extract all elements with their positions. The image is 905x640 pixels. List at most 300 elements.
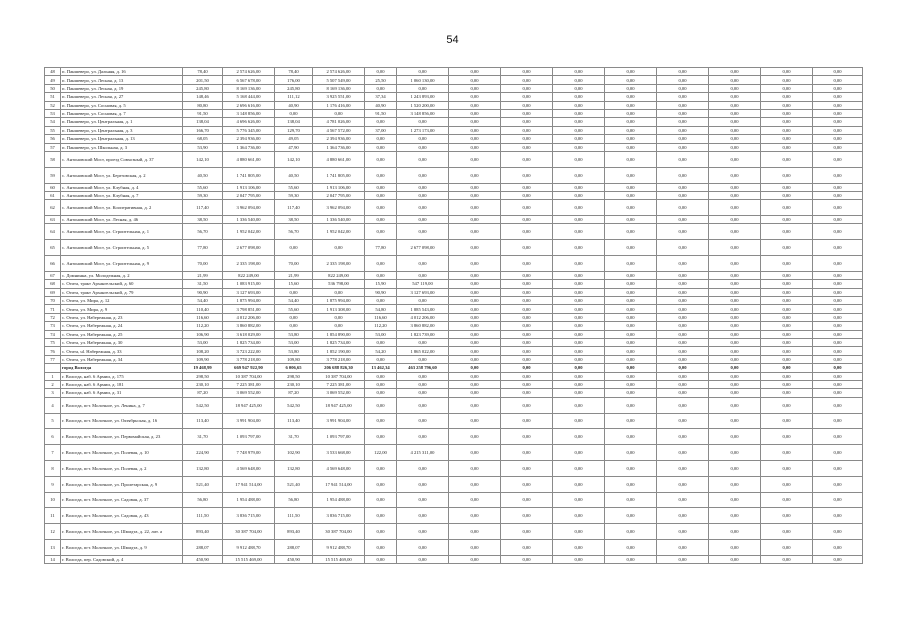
- table-row: [45, 338, 863, 346]
- value-cell: 0,00: [605, 508, 657, 524]
- table-row: [45, 397, 863, 413]
- address-cell: г. Вологда, пгт. Молочное, ул. Ленина, д. 7: [61, 397, 183, 413]
- value-cell: 1 854 890,00: [313, 330, 365, 338]
- value-cell: 0,00: [449, 445, 501, 461]
- value-cell: 0,00: [365, 297, 397, 305]
- value-cell: 176,00: [275, 76, 313, 84]
- value-cell: 0,00: [501, 508, 553, 524]
- value-cell: 0,00: [365, 118, 397, 126]
- address-cell: г. Вологда, пгт. Молочное, ул. Шмидта, д. 22, лит. а: [61, 524, 183, 540]
- value-cell: 536 798,00: [313, 280, 365, 288]
- value-cell: 0,00: [365, 380, 397, 388]
- value-cell: 0,00: [761, 200, 813, 216]
- value-cell: 0,00: [761, 380, 813, 388]
- value-cell: 0,00: [709, 280, 761, 288]
- value-cell: 0,00: [605, 539, 657, 555]
- table-row: [45, 101, 863, 109]
- address-cell: город Вологда: [61, 364, 183, 372]
- value-cell: 0,00: [397, 256, 449, 272]
- value-cell: 0,00: [605, 460, 657, 476]
- value-cell: 0,00: [813, 93, 863, 101]
- row-number-cell: 50: [45, 84, 61, 92]
- address-cell: с. Огита, тракт Архангельский, д. 79: [61, 288, 183, 296]
- value-cell: 17 941 514,00: [223, 476, 275, 492]
- address-cell: с. Домнинна, ул. Молодежная, д. 2: [61, 271, 183, 279]
- row-number-cell: 51: [45, 93, 61, 101]
- value-cell: 0,00: [553, 191, 605, 199]
- row-number-cell: [45, 364, 61, 372]
- value-cell: 0,00: [709, 524, 761, 540]
- value-cell: 0,00: [449, 476, 501, 492]
- value-cell: 0,00: [709, 84, 761, 92]
- value-cell: 30 387 704,00: [223, 524, 275, 540]
- value-cell: 0,00: [657, 135, 709, 143]
- value-cell: 0,00: [553, 200, 605, 216]
- value-cell: 0,00: [657, 524, 709, 540]
- table-row: [45, 508, 863, 524]
- value-cell: 0,00: [365, 271, 397, 279]
- value-cell: 78,40: [183, 68, 223, 76]
- address-cell: п. Паншеверо, ул. Сосновая, д. 7: [61, 109, 183, 117]
- value-cell: 3 991 904,00: [313, 413, 365, 429]
- value-cell: 106,90: [183, 330, 223, 338]
- value-cell: 0,00: [657, 429, 709, 445]
- value-cell: 0,00: [761, 297, 813, 305]
- table-row: [45, 555, 863, 563]
- row-number-cell: 13: [45, 539, 61, 555]
- value-cell: 40,90: [365, 101, 397, 109]
- value-cell: 87,20: [275, 389, 313, 397]
- value-cell: 0,00: [553, 338, 605, 346]
- value-cell: 56,70: [183, 224, 223, 240]
- table-row: [45, 109, 863, 117]
- value-cell: 0,00: [761, 126, 813, 134]
- value-cell: 2 047 795,00: [313, 191, 365, 199]
- value-cell: 0,00: [449, 397, 501, 413]
- value-cell: 0,00: [501, 372, 553, 380]
- value-cell: 10 387 704,00: [223, 372, 275, 380]
- value-cell: 0,00: [761, 143, 813, 151]
- value-cell: 822 249,00: [223, 271, 275, 279]
- value-cell: 0,00: [761, 413, 813, 429]
- value-cell: 0,00: [365, 389, 397, 397]
- value-cell: 0,00: [449, 84, 501, 92]
- row-number-cell: 11: [45, 508, 61, 524]
- value-cell: 77,80: [365, 240, 397, 256]
- value-cell: 0,00: [553, 167, 605, 183]
- value-cell: 0,00: [709, 429, 761, 445]
- value-cell: 0,00: [709, 555, 761, 563]
- table-row: [45, 355, 863, 363]
- value-cell: 298,50: [275, 372, 313, 380]
- value-cell: 1 176 416,00: [313, 101, 365, 109]
- address-cell: г. Вологда, пгт. Молочное, ул. Пролетарская, д. 9: [61, 476, 183, 492]
- value-cell: 0,00: [761, 508, 813, 524]
- value-cell: 0,00: [449, 492, 501, 508]
- value-cell: 0,00: [761, 101, 813, 109]
- value-cell: 3 127 693,00: [223, 288, 275, 296]
- row-number-cell: 64: [45, 224, 61, 240]
- value-cell: 1 243 893,00: [397, 93, 449, 101]
- value-cell: 0,00: [605, 555, 657, 563]
- value-cell: 0,00: [709, 539, 761, 555]
- address-cell: с. Огита, ул. Мира, д. 12: [61, 297, 183, 305]
- value-cell: 0,00: [449, 191, 501, 199]
- value-cell: 0,00: [657, 476, 709, 492]
- address-cell: п. Паншеверо, ул. Дальняя, д. 16: [61, 68, 183, 76]
- value-cell: 13 462,34: [365, 364, 397, 372]
- value-cell: 0,00: [449, 524, 501, 540]
- value-cell: 0,00: [365, 429, 397, 445]
- value-cell: 87,20: [183, 389, 223, 397]
- value-cell: 55,60: [183, 183, 223, 191]
- value-cell: 0,00: [605, 109, 657, 117]
- value-cell: 0,00: [605, 68, 657, 76]
- value-cell: 0,00: [449, 126, 501, 134]
- value-cell: 4 012 206,00: [397, 313, 449, 321]
- value-cell: 0,00: [761, 445, 813, 461]
- address-cell: с. Антоновский Мост, проезд Совхозный, д. 37: [61, 151, 183, 167]
- value-cell: 0,00: [709, 135, 761, 143]
- row-number-cell: 68: [45, 280, 61, 288]
- value-cell: 0,00: [709, 126, 761, 134]
- value-cell: 0,00: [397, 380, 449, 388]
- value-cell: 0,00: [501, 476, 553, 492]
- value-cell: 0,00: [813, 183, 863, 191]
- value-cell: 0,00: [397, 555, 449, 563]
- value-cell: 108,20: [183, 347, 223, 355]
- value-cell: 5 776 345,00: [223, 126, 275, 134]
- address-cell: с. Огита, ул. Набережная, д. 23: [61, 313, 183, 321]
- value-cell: 0,00: [709, 167, 761, 183]
- value-cell: 0,00: [813, 68, 863, 76]
- value-cell: 0,00: [657, 355, 709, 363]
- value-cell: 0,00: [761, 256, 813, 272]
- value-cell: 15,90: [365, 280, 397, 288]
- value-cell: 18 947 425,00: [313, 397, 365, 413]
- value-cell: 0,00: [813, 126, 863, 134]
- value-cell: 0,00: [657, 380, 709, 388]
- value-cell: 0,00: [761, 338, 813, 346]
- value-cell: 1 865 022,00: [397, 347, 449, 355]
- value-cell: 0,00: [605, 101, 657, 109]
- value-cell: 1 913 308,00: [313, 305, 365, 313]
- value-cell: 3 618 029,00: [223, 330, 275, 338]
- row-number-cell: 66: [45, 256, 61, 272]
- value-cell: 0,00: [365, 216, 397, 224]
- value-cell: 54,80: [365, 305, 397, 313]
- value-cell: 0,00: [605, 372, 657, 380]
- value-cell: 0,00: [709, 347, 761, 355]
- value-cell: 0,00: [397, 200, 449, 216]
- value-cell: 0,00: [761, 313, 813, 321]
- value-cell: 0,00: [761, 460, 813, 476]
- value-cell: 0,00: [657, 200, 709, 216]
- value-cell: 0,00: [605, 84, 657, 92]
- table-row: [45, 322, 863, 330]
- value-cell: 0,00: [709, 364, 761, 372]
- value-cell: 0,00: [553, 109, 605, 117]
- value-cell: 4 880 661,00: [223, 151, 275, 167]
- table-row: [45, 297, 863, 305]
- value-cell: 2 047 795,00: [223, 191, 275, 199]
- value-cell: 0,00: [501, 143, 553, 151]
- value-cell: 0,00: [365, 355, 397, 363]
- value-cell: 0,00: [449, 338, 501, 346]
- value-cell: 0,00: [449, 151, 501, 167]
- table-row: [45, 460, 863, 476]
- value-cell: 0,00: [709, 101, 761, 109]
- table-row: [45, 200, 863, 216]
- value-cell: 59,30: [183, 191, 223, 199]
- row-number-cell: 77: [45, 355, 61, 363]
- value-cell: 1 825 734,00: [313, 338, 365, 346]
- value-cell: 0,00: [501, 413, 553, 429]
- value-cell: 0,00: [813, 271, 863, 279]
- value-cell: 0,00: [449, 224, 501, 240]
- value-cell: 1 093 797,00: [223, 429, 275, 445]
- address-cell: г. Вологда, пгт. Молочное, ул. Полевая, д. 10: [61, 445, 183, 461]
- value-cell: 0,00: [657, 508, 709, 524]
- row-number-cell: 70: [45, 297, 61, 305]
- address-cell: г. Вологда, наб. 6 Армии, д. 175: [61, 372, 183, 380]
- address-cell: г. Вологда, пгт. Молочное, ул. Полевая, д. 2: [61, 460, 183, 476]
- value-cell: 0,00: [813, 524, 863, 540]
- value-cell: 1 913 106,00: [223, 183, 275, 191]
- value-cell: 0,00: [449, 364, 501, 372]
- value-cell: 521,40: [275, 476, 313, 492]
- value-cell: 6 567 678,00: [223, 76, 275, 84]
- value-cell: 110,40: [183, 305, 223, 313]
- value-cell: 0,00: [605, 380, 657, 388]
- value-cell: 0,00: [709, 109, 761, 117]
- value-cell: 0,00: [657, 93, 709, 101]
- value-cell: 0,00: [605, 338, 657, 346]
- value-cell: 0,00: [501, 380, 553, 388]
- value-cell: 0,00: [553, 271, 605, 279]
- value-cell: 0,00: [449, 109, 501, 117]
- table-row: [45, 305, 863, 313]
- value-cell: 0,00: [813, 167, 863, 183]
- value-cell: 0,00: [501, 429, 553, 445]
- value-cell: 0,00: [813, 508, 863, 524]
- value-cell: 547 119,00: [397, 280, 449, 288]
- value-cell: 0,00: [813, 135, 863, 143]
- value-cell: 0,00: [709, 151, 761, 167]
- address-cell: с. Огита, ул. Мира, д. 9: [61, 305, 183, 313]
- value-cell: 0,00: [365, 338, 397, 346]
- value-cell: 7 225 381,00: [313, 380, 365, 388]
- value-cell: 0,00: [501, 460, 553, 476]
- value-cell: 2 677 098,00: [223, 240, 275, 256]
- value-cell: 19 468,99: [183, 364, 223, 372]
- value-cell: 0,00: [397, 224, 449, 240]
- value-cell: 0,00: [761, 76, 813, 84]
- value-cell: 116,60: [183, 313, 223, 321]
- address-cell: с. Огита, ул. Набережная, д. 24: [61, 322, 183, 330]
- value-cell: 0,00: [709, 322, 761, 330]
- value-cell: 0,00: [657, 68, 709, 76]
- value-cell: 2 574 626,00: [223, 68, 275, 76]
- value-cell: 5 507 549,00: [313, 76, 365, 84]
- value-cell: 166,70: [183, 126, 223, 134]
- value-cell: 3 778 218,00: [313, 355, 365, 363]
- value-cell: 0,00: [761, 167, 813, 183]
- value-cell: 0,00: [709, 380, 761, 388]
- value-cell: 0,00: [553, 84, 605, 92]
- row-number-cell: 76: [45, 347, 61, 355]
- value-cell: 0,00: [275, 240, 313, 256]
- value-cell: 0,00: [709, 216, 761, 224]
- value-cell: 0,00: [501, 109, 553, 117]
- value-cell: 0,00: [813, 476, 863, 492]
- value-cell: 201,50: [183, 76, 223, 84]
- value-cell: 0,00: [605, 524, 657, 540]
- table-row: [45, 380, 863, 388]
- value-cell: 0,00: [657, 191, 709, 199]
- value-cell: 0,00: [553, 476, 605, 492]
- value-cell: 0,00: [553, 297, 605, 305]
- value-cell: 8 169 136,00: [313, 84, 365, 92]
- address-cell: г. Вологда, пгт. Молочное, ул. Садовая, д. 37: [61, 492, 183, 508]
- value-cell: 1 336 540,00: [313, 216, 365, 224]
- value-cell: 0,00: [449, 389, 501, 397]
- value-cell: 0,00: [365, 476, 397, 492]
- value-cell: 31,70: [183, 429, 223, 445]
- value-cell: 0,00: [553, 151, 605, 167]
- value-cell: 0,00: [605, 476, 657, 492]
- value-cell: 0,00: [365, 84, 397, 92]
- value-cell: 0,00: [397, 524, 449, 540]
- value-cell: 0,00: [313, 240, 365, 256]
- row-number-cell: 5: [45, 413, 61, 429]
- value-cell: 0,00: [813, 429, 863, 445]
- value-cell: 5 168 444,00: [223, 93, 275, 101]
- value-cell: 4 781 026,00: [313, 118, 365, 126]
- value-cell: 0,00: [605, 389, 657, 397]
- value-cell: 0,00: [657, 445, 709, 461]
- value-cell: 0,00: [501, 84, 553, 92]
- table-row: [45, 313, 863, 321]
- value-cell: 3 533 668,00: [313, 445, 365, 461]
- value-cell: 224,90: [183, 445, 223, 461]
- row-number-cell: 7: [45, 445, 61, 461]
- row-number-cell: 58: [45, 151, 61, 167]
- value-cell: 0,00: [709, 305, 761, 313]
- value-cell: 1 952 042,00: [223, 224, 275, 240]
- value-cell: 6 006,65: [275, 364, 313, 372]
- value-cell: 521,40: [183, 476, 223, 492]
- value-cell: 0,00: [709, 389, 761, 397]
- value-cell: 3 798 851,00: [223, 305, 275, 313]
- table-row: [45, 68, 863, 76]
- table-row: [45, 93, 863, 101]
- value-cell: 0,00: [657, 151, 709, 167]
- value-cell: 0,00: [605, 256, 657, 272]
- value-cell: 0,00: [501, 167, 553, 183]
- value-cell: 0,00: [501, 101, 553, 109]
- value-cell: 1 520 200,00: [397, 101, 449, 109]
- value-cell: 0,00: [553, 397, 605, 413]
- value-cell: 0,00: [605, 167, 657, 183]
- value-cell: 0,00: [709, 240, 761, 256]
- value-cell: 0,00: [657, 389, 709, 397]
- value-cell: 542,50: [183, 397, 223, 413]
- value-cell: 893,40: [275, 524, 313, 540]
- value-cell: 1 273 173,00: [397, 126, 449, 134]
- value-cell: 0,00: [605, 135, 657, 143]
- value-cell: 0,00: [813, 240, 863, 256]
- value-cell: 0,00: [657, 126, 709, 134]
- value-cell: 0,00: [501, 539, 553, 555]
- value-cell: 0,00: [813, 555, 863, 563]
- value-cell: 109,80: [275, 355, 313, 363]
- value-cell: 0,00: [813, 460, 863, 476]
- value-cell: 0,00: [761, 135, 813, 143]
- value-cell: 40,50: [183, 167, 223, 183]
- value-cell: 0,00: [813, 313, 863, 321]
- address-cell: г. Вологда, пгт. Молочное, ул. Садовая, д. 43: [61, 508, 183, 524]
- value-cell: 15 515 469,00: [223, 555, 275, 563]
- value-cell: 102,90: [275, 445, 313, 461]
- value-cell: 0,00: [657, 413, 709, 429]
- value-cell: 0,00: [709, 297, 761, 305]
- table-row: [45, 151, 863, 167]
- value-cell: 0,00: [365, 524, 397, 540]
- value-cell: 0,00: [449, 372, 501, 380]
- value-cell: 1 825 734,00: [223, 338, 275, 346]
- address-cell: п. Паншеверо, ул. Сосновая, д. 5: [61, 101, 183, 109]
- value-cell: 0,00: [709, 338, 761, 346]
- value-cell: 0,00: [813, 84, 863, 92]
- address-cell: п. Паншеверо, ул. Центральная, д. 3: [61, 126, 183, 134]
- value-cell: 138,04: [275, 118, 313, 126]
- row-number-cell: 60: [45, 183, 61, 191]
- value-cell: 0,00: [501, 118, 553, 126]
- value-cell: 245,80: [183, 84, 223, 92]
- value-cell: 0,00: [397, 118, 449, 126]
- value-cell: 21,99: [183, 271, 223, 279]
- address-cell: с. Огита, ул. Набережная, д. 30: [61, 338, 183, 346]
- value-cell: 0,00: [365, 413, 397, 429]
- value-cell: 0,00: [553, 539, 605, 555]
- value-cell: 0,00: [657, 118, 709, 126]
- value-cell: 0,00: [657, 84, 709, 92]
- value-cell: 0,00: [761, 109, 813, 117]
- value-cell: 0,00: [365, 508, 397, 524]
- table-row: [45, 476, 863, 492]
- value-cell: 0,00: [501, 389, 553, 397]
- value-cell: 0,00: [605, 492, 657, 508]
- value-cell: 0,00: [553, 68, 605, 76]
- value-cell: 1 954 488,00: [313, 492, 365, 508]
- value-cell: 0,00: [709, 76, 761, 84]
- value-cell: 0,00: [709, 397, 761, 413]
- address-cell: г. Вологда, наб. 6 Армии, д. 31: [61, 389, 183, 397]
- value-cell: 132,80: [183, 460, 223, 476]
- value-cell: 0,00: [709, 492, 761, 508]
- value-cell: 91,50: [183, 109, 223, 117]
- value-cell: 0,00: [813, 101, 863, 109]
- value-cell: 0,00: [813, 288, 863, 296]
- value-cell: 450,90: [275, 555, 313, 563]
- value-cell: 0,00: [365, 492, 397, 508]
- row-number-cell: 61: [45, 191, 61, 199]
- value-cell: 0,00: [365, 143, 397, 151]
- value-cell: 2 335 198,00: [313, 256, 365, 272]
- value-cell: 0,00: [657, 372, 709, 380]
- value-cell: 142,10: [183, 151, 223, 167]
